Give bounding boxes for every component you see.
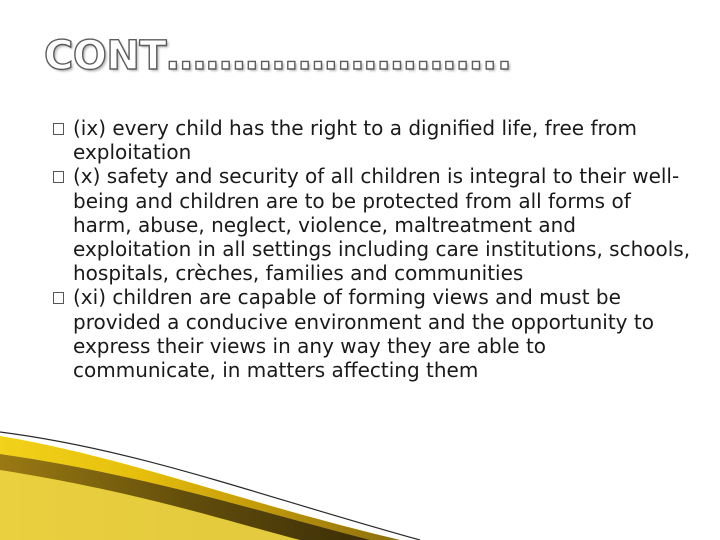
bullet-item-x — [53, 164, 693, 285]
bullet-item-ix — [53, 116, 693, 164]
bullet-item-xi — [53, 285, 693, 382]
bullet-text: (x) safety and security of all children is integral to their well-being and children are to be protected from all forms of harm, abuse, neglect, violence, maltreatment and exploitation in all settings including care institutions, schools, hospitals, crèches, families and communities — [73, 164, 691, 286]
bottom-accent-decoration — [0, 430, 720, 540]
square-bullet-icon — [53, 292, 64, 304]
slide-title: CONT…………………….. — [44, 33, 512, 79]
bullet-list — [53, 116, 693, 382]
square-bullet-icon — [53, 171, 64, 183]
square-bullet-icon — [53, 123, 64, 135]
bullet-text: (xi) children are capable of forming views and must be provided a conducive environment and the opportunity to express their views in any way they are able to communicate, in matters affecting them — [73, 285, 654, 383]
bullet-text: (ix) every child has the right to a dignified life, free from exploitation — [73, 116, 637, 165]
